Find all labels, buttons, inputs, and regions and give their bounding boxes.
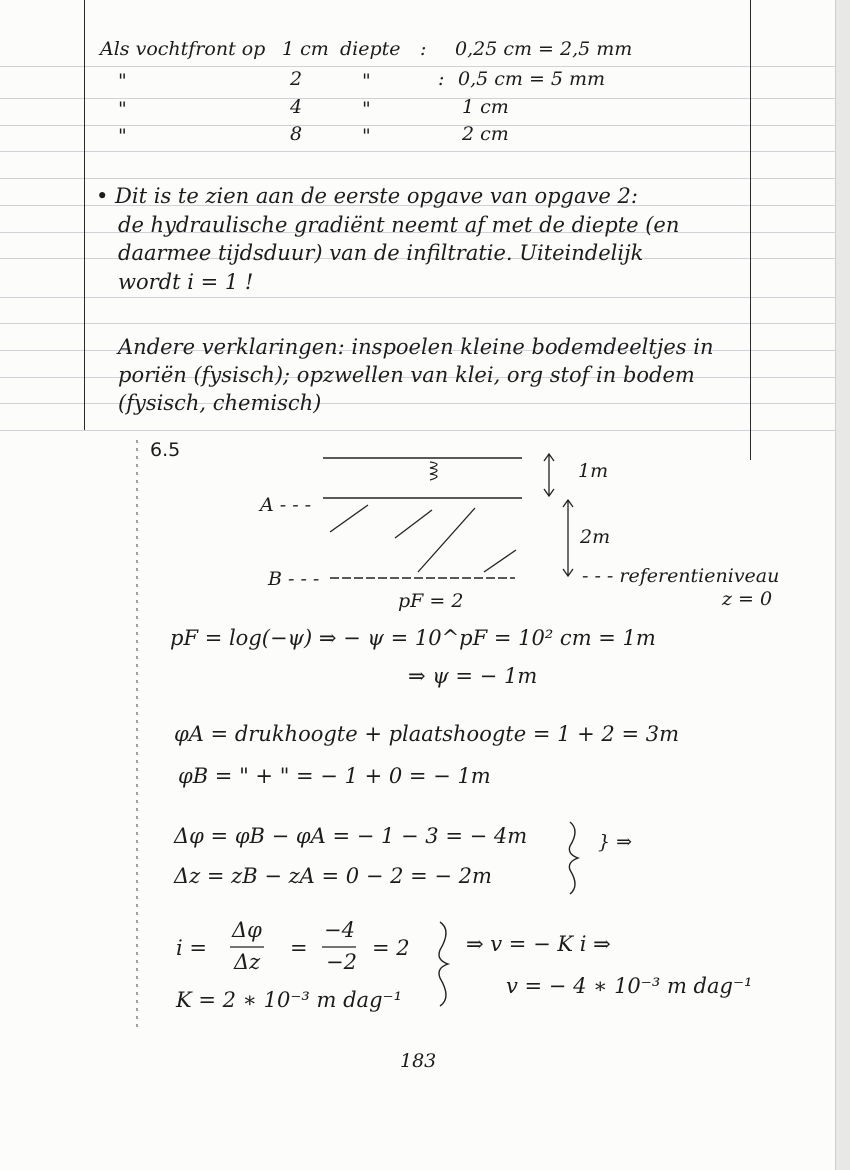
reference-label: - - - referentieniveau [582, 565, 780, 587]
equation-line: ⇒ v = − K i ⇒ [466, 932, 611, 956]
table-cell: 2 cm [462, 123, 509, 145]
dimension-label: 2m [580, 526, 611, 548]
brace-k [439, 922, 448, 1006]
table-cell: : [420, 38, 427, 60]
water-symbol [430, 462, 437, 480]
note-line: wordt i = 1 ! [118, 270, 254, 294]
note-line: • Dit is te zien aan de eerste opgave van opgave 2: [96, 184, 638, 208]
note-line: (fysisch, chemisch) [118, 391, 322, 415]
table-cell: 1 cm [462, 96, 509, 118]
z-zero-label: z = 0 [722, 588, 773, 610]
equation-line: pF = log(−ψ) ⇒ − ψ = 10^pF = 10² cm = 1m [170, 626, 656, 650]
note-line: de hydraulische gradiënt neemt af met de diepte (en [118, 213, 680, 237]
table-cell: : [438, 68, 445, 90]
hatch-line [395, 510, 432, 538]
hatch-line [330, 505, 368, 532]
fraction-denominator: Δz [234, 950, 261, 974]
page-number: 183 [400, 1050, 437, 1072]
table-cell: " [362, 125, 371, 147]
table-cell: " [118, 98, 127, 120]
equation-line: φA = drukhoogte + plaatshoogte = 1 + 2 = 3m [174, 722, 679, 746]
exercise-number: 6.5 [150, 439, 181, 461]
table-cell: 0,25 cm = 2,5 mm [455, 38, 633, 60]
fraction-denominator: −2 [326, 950, 357, 974]
table-cell: 2 [290, 68, 303, 90]
equation-line: = [290, 936, 308, 960]
table-cell: 4 [290, 96, 303, 118]
note-line: poriën (fysisch); opzwellen van klei, org stof in bodem [118, 363, 695, 387]
note-line: Andere verklaringen: inspoelen kleine bodemdeeltjes in [118, 335, 714, 359]
note-line: daarmee tijdsduur) van de infiltratie. Uiteindelijk [118, 241, 644, 265]
equation-line: = 2 [372, 936, 410, 960]
fraction-numerator: Δφ [232, 918, 262, 942]
label-a: A - - - [260, 494, 312, 516]
table-cell: " [362, 70, 371, 92]
equation-line: i = [176, 936, 207, 960]
table-cell: " [362, 98, 371, 120]
implies-arrow: } ⇒ [598, 831, 633, 853]
equation-line: Δφ = φB − φA = − 1 − 3 = − 4m [174, 824, 528, 848]
dimension-label: 1m [578, 460, 609, 482]
brace-delta [569, 822, 578, 894]
equation-line: K = 2 ∗ 10⁻³ m dag⁻¹ [176, 988, 403, 1012]
table-cell: 8 [290, 123, 303, 145]
equation-line: ⇒ ψ = − 1m [408, 664, 538, 688]
table-cell: 1 cm [282, 38, 329, 60]
table-cell: " [118, 125, 127, 147]
label-b: B - - - [268, 568, 320, 590]
table-cell: diepte [340, 38, 401, 60]
table-cell: Als vochtfront op [100, 38, 266, 60]
equation-line: v = − 4 ∗ 10⁻³ m dag⁻¹ [506, 974, 753, 998]
fraction-numerator: −4 [324, 918, 355, 942]
hatch-line [484, 550, 516, 572]
table-cell: " [118, 70, 127, 92]
pf-label: pF = 2 [398, 590, 464, 612]
table-cell: 0,5 cm = 5 mm [458, 68, 606, 90]
equation-line: Δz = zB − zA = 0 − 2 = − 2m [174, 864, 492, 888]
equation-line: φB = " + " = − 1 + 0 = − 1m [178, 764, 491, 788]
hatch-line [418, 508, 475, 572]
